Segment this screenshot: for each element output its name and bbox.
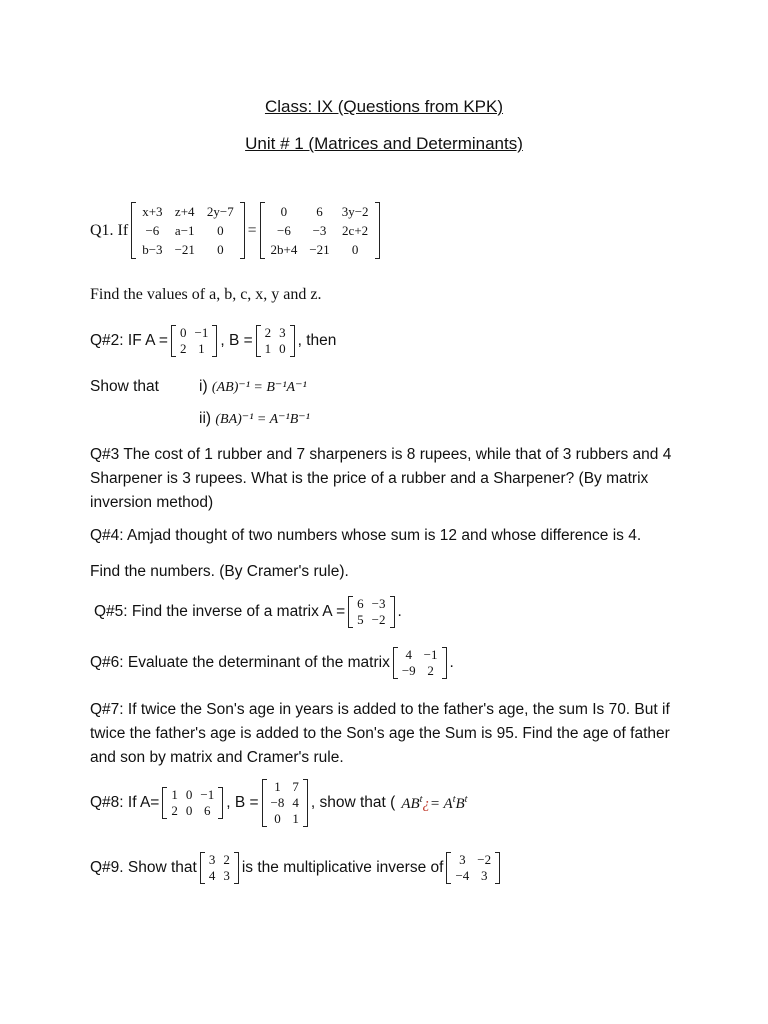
- matrix-cell: 6: [316, 204, 323, 219]
- matrix-cell: 3: [480, 868, 488, 883]
- q8-expression: $AB^t¿= A^tB^t$: [401, 793, 468, 812]
- unit-title: Unit # 1 (Matrices and Determinants): [245, 134, 523, 153]
- q8-suffix: , show that (: [310, 794, 396, 811]
- matrix-cell: −21: [309, 242, 330, 257]
- question-9: [90, 852, 503, 884]
- q8-mid: , B =: [226, 794, 259, 811]
- matrix-cell: 6: [204, 803, 211, 818]
- matrix-cell: 0: [185, 787, 193, 802]
- question-5: [94, 596, 402, 628]
- question-6: [90, 647, 454, 679]
- matrix-cell: 4: [292, 795, 299, 810]
- matrix-cell: 2: [179, 341, 187, 356]
- q2-part-i: [199, 378, 307, 396]
- matrix-cell: 4: [208, 868, 216, 883]
- q2-show-that: Show that: [90, 378, 159, 395]
- matrix-cell: −21: [174, 242, 195, 257]
- matrix-cell: −2: [477, 852, 492, 867]
- matrix-cell: −1: [423, 647, 438, 662]
- matrix-cell: 0: [217, 242, 224, 257]
- q2-i-label: i): [199, 378, 208, 395]
- q1-find-text: Find the values of a, b, c, x, y and z.: [90, 286, 322, 303]
- q5-suffix: .: [397, 603, 402, 620]
- matrix-cell: 6: [357, 596, 364, 611]
- matrix-cell: 1: [292, 811, 299, 826]
- matrix-cell: 2b+4: [270, 242, 298, 257]
- matrix-cell: 5: [357, 612, 364, 627]
- matrix-cell: −2: [371, 612, 386, 627]
- matrix-cell: 0: [279, 341, 286, 356]
- q1-left-matrix: [131, 202, 245, 259]
- matrix-cell: 0: [179, 325, 187, 340]
- q6-prefix: Q#6: Evaluate the determinant of the matrix: [90, 654, 390, 671]
- q9-prefix: Q#9. Show that: [90, 859, 197, 876]
- q1-equals: =: [247, 221, 257, 239]
- matrix-cell: 1: [264, 341, 272, 356]
- q9-mid: is the multiplicative inverse of: [241, 859, 444, 876]
- matrix-cell: 3: [223, 868, 230, 883]
- matrix-cell: 1: [274, 779, 281, 794]
- matrix-cell: 3: [279, 325, 286, 340]
- matrix-cell: a−1: [174, 223, 195, 238]
- q2-matrix-a: [171, 325, 217, 357]
- q2-i-expr: (AB)⁻¹ = B⁻¹A⁻¹: [211, 380, 307, 395]
- matrix-cell: x+3: [142, 204, 163, 219]
- q2-ii-label: ii): [199, 410, 212, 427]
- matrix-cell: 2c+2: [342, 223, 369, 238]
- matrix-cell: 0: [274, 811, 281, 826]
- matrix-cell: −6: [145, 223, 160, 238]
- matrix-cell: 0: [351, 242, 359, 257]
- matrix-cell: −9: [401, 663, 416, 678]
- q2-part-ii: [199, 410, 310, 428]
- q9-matrix-1: [200, 852, 239, 884]
- matrix-cell: 2: [171, 803, 178, 818]
- question-7: Q#7: If twice the Son's age in years is added to the father's age, the sum Is 70. But if twice the father's age is added to the Son's age the Sum is 95. Find the age of father and son by matrix and Cramer's rule.: [90, 701, 670, 766]
- q8-matrix-a: [162, 787, 223, 819]
- matrix-cell: 1: [198, 341, 205, 356]
- q5-matrix: [348, 596, 394, 628]
- matrix-cell: −6: [277, 223, 291, 238]
- matrix-cell: 2: [223, 852, 230, 867]
- q2-mid: , B =: [220, 332, 253, 349]
- matrix-cell: 3y−2: [341, 204, 369, 219]
- matrix-cell: −3: [371, 596, 386, 611]
- question-3: Q#3 The cost of 1 rubber and 7 sharpeners is 8 rupees, while that of 3 rubbers and 4 Sharpener is 3 rupees. What is the price of a rubber and a Sharpener? (By matrix inversion method): [90, 446, 672, 511]
- matrix-cell: 4: [405, 647, 412, 662]
- q1-prefix: Q1. If: [90, 221, 129, 239]
- matrix-cell: −4: [455, 868, 470, 883]
- matrix-cell: −8: [270, 795, 285, 810]
- matrix-cell: 2: [264, 325, 272, 340]
- matrix-cell: 2: [427, 663, 434, 678]
- q2-ii-expr: (BA)⁻¹ = A⁻¹B⁻¹: [215, 412, 310, 427]
- matrix-cell: −1: [194, 325, 209, 340]
- question-8: [90, 779, 467, 827]
- q9-matrix-2: [446, 852, 500, 884]
- matrix-cell: 0: [280, 204, 288, 219]
- q2-prefix: Q#2: IF A =: [90, 332, 168, 349]
- matrix-cell: 2y−7: [206, 204, 234, 219]
- matrix-cell: z+4: [174, 204, 195, 219]
- matrix-cell: 0: [185, 803, 193, 818]
- question-4-line-2: Find the numbers. (By Cramer's rule).: [90, 563, 349, 580]
- q5-prefix: Q#5: Find the inverse of a matrix A =: [94, 603, 346, 620]
- q1-right-matrix: [260, 202, 380, 259]
- q6-suffix: .: [449, 654, 454, 671]
- q2-suffix: , then: [297, 332, 337, 349]
- question-1: [90, 202, 383, 259]
- q2-matrix-b: [256, 325, 295, 357]
- q6-matrix: [393, 647, 447, 679]
- matrix-cell: −1: [200, 787, 215, 802]
- matrix-cell: b−3: [142, 242, 163, 257]
- page-title: Class: IX (Questions from KPK): [264, 97, 504, 116]
- question-2: [90, 325, 336, 357]
- matrix-cell: 1: [171, 787, 178, 802]
- matrix-cell: 3: [208, 852, 216, 867]
- q8-matrix-b: [262, 779, 308, 827]
- matrix-cell: 0: [217, 223, 224, 238]
- question-4-line-1: Q#4: Amjad thought of two numbers whose sum is 12 and whose difference is 4.: [90, 527, 642, 544]
- matrix-cell: 7: [292, 779, 299, 794]
- matrix-cell: 3: [459, 852, 466, 867]
- q8-prefix: Q#8: If A=: [90, 794, 160, 811]
- matrix-cell: −3: [312, 223, 327, 238]
